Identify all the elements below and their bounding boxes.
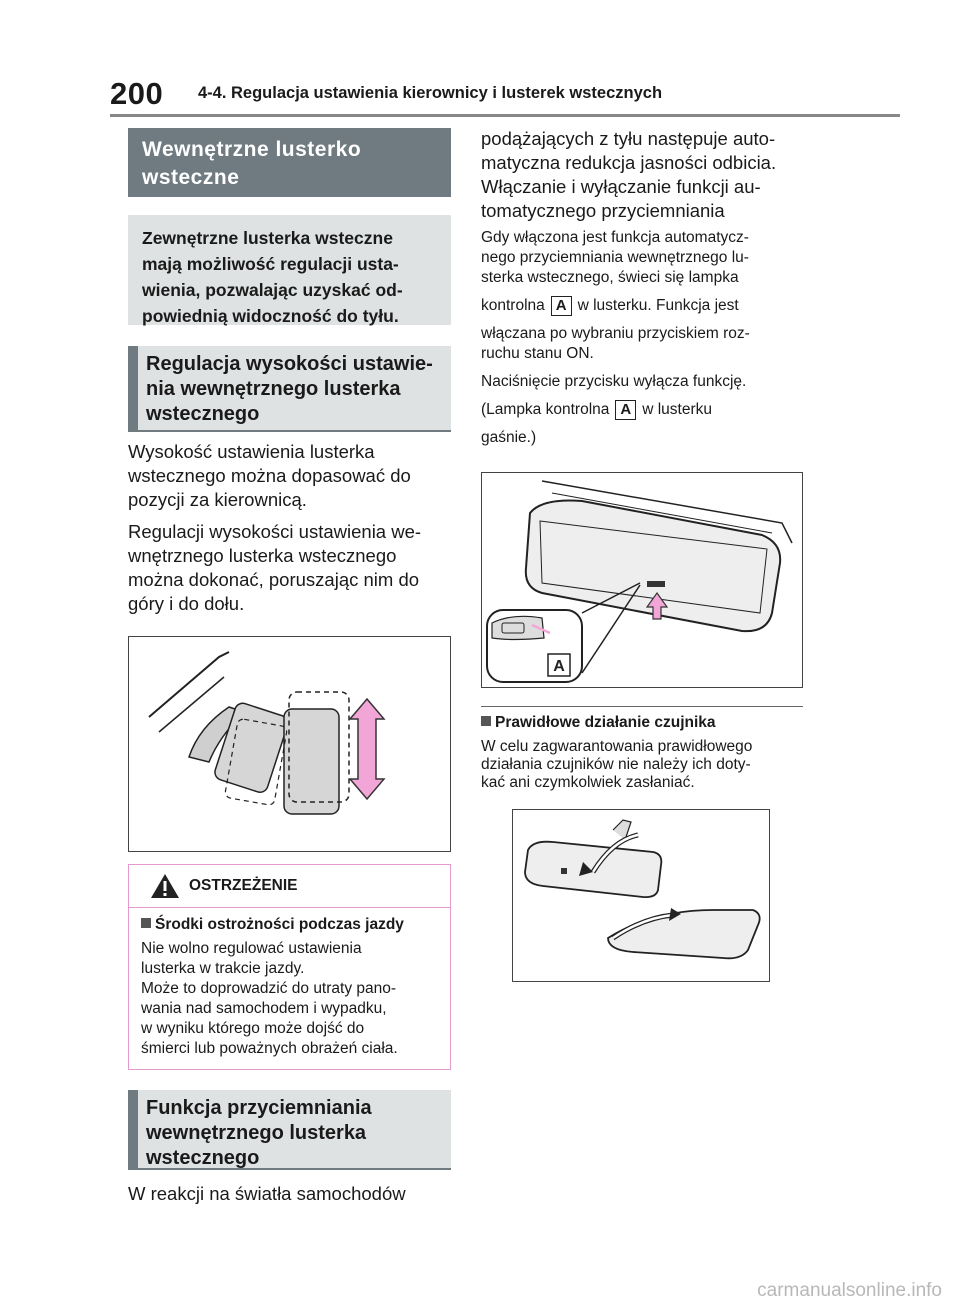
note-line: Naciśnięcie przycisku wyłącza funkcję. [481,373,747,391]
sensor-line: działania czujników nie należy ich doty- [481,756,751,773]
page-number: 200 [110,76,164,111]
mirror-indicator-illustration [482,473,802,687]
paragraph-line: wnętrznego lusterka wstecznego [128,545,397,566]
intro-line: wienia, pozwalając uzyskać od- [142,280,403,300]
warning-line: wania nad samochodem i wypadku, [141,1000,387,1017]
paragraph-line: pozycji za kierownicą. [128,489,307,510]
paragraph-line: góry i do dołu. [128,593,245,614]
warning-body [141,939,438,1059]
paragraph-line: Włączanie i wyłączanie funkcji au- [481,176,761,197]
intro-line: mają możliwość regulacji usta- [142,254,399,274]
note-text: (Lampka kontrolna [481,401,610,419]
figure-mirror-height [128,636,451,852]
sensor-section [481,714,811,792]
paragraph-line: Regulacji wysokości ustawienia we- [128,521,422,542]
warning-triangle-icon [150,873,180,899]
note-text: w lusterku [642,401,712,419]
warning-line: Nie wolno regulować ustawienia [141,940,362,957]
header-rule [110,114,900,117]
sensor-line: W celu zagwarantowania prawidłowego [481,738,753,755]
figure-sensors [512,809,770,982]
sensor-text [481,738,811,792]
note-line [481,400,821,420]
chapter-title: 4-4. Regulacja ustawienia kierownicy i lusterek wstecznych [198,84,663,102]
paragraph-line: Wysokość ustawienia lusterka [128,441,375,462]
paragraph-dimming: W reakcji na światła samochodów [128,1183,406,1204]
warning-lead-text: Środki ostrożności podczas jazdy [155,916,404,933]
warning-title: OSTRZEŻENIE [189,877,298,894]
up-down-arrow-icon [350,699,384,799]
note-line: sterka wstecznego, świeci się lampka [481,269,739,286]
paragraph-line: tomatycznego przyciemniania [481,200,725,221]
warning-header [129,865,450,908]
bullet-square-icon [481,716,491,726]
warning-line: Może to doprowadzić do utraty pano- [141,980,397,997]
sensor-title [481,714,811,732]
paragraph-line: wstecznego można dopasować do [128,465,411,486]
bullet-square-icon [141,918,151,928]
note-text: kontrolna [481,297,545,315]
paragraph-line: można dokonać, poruszając nim do [128,569,420,590]
label-a-text: A [553,658,565,675]
note-line: nego przyciemniania wewnętrznego lu- [481,249,749,266]
note-text: w lusterku. Funkcja jest [577,297,739,315]
warning-line: w wyniku którego może dojść do [141,1020,365,1037]
figure-mirror-indicator [481,472,803,688]
divider [481,706,803,707]
intro-line: Zewnętrzne lusterka wsteczne [142,228,393,248]
warning-line: śmierci lub poważnych obrażeń ciała. [141,1040,398,1057]
paragraph-line: podążających z tyłu następuje auto- [481,128,776,149]
subheading-line: wstecznego [146,403,260,425]
intro-line: powiednią widoczność do tyłu. [142,306,399,326]
note-line: Gdy włączona jest funkcja automatycz- [481,229,749,246]
paragraph-adjust [128,520,458,616]
subheading-line: nia wewnętrznego lusterka [146,378,401,400]
subheading-line: Funkcja przyciemniania [146,1097,372,1119]
section-title [128,128,451,197]
section-title-line: wsteczne [142,166,240,189]
paragraph-line: matyczna redukcja jasności odbicia. [481,152,777,173]
warning-line: lusterka w trakcie jazdy. [141,960,305,977]
subheading-height-adjust [128,346,451,432]
mirror-height-illustration [129,637,450,851]
watermark: carmanualsonline.info [757,1280,942,1301]
warning-box [128,864,451,1070]
note-line: gaśnie.) [481,429,537,447]
intro-box [128,215,451,325]
note-line: włączana po wybraniu przyciskiem roz- [481,325,750,343]
dimming-note [481,228,821,448]
paragraph-height [128,440,458,512]
subheading-dimming [128,1090,451,1170]
paragraph-dimming-cont [481,127,821,223]
subheading-line: Regulacja wysokości ustawie- [146,353,433,375]
warning-lead [141,916,438,934]
subheading-line: wstecznego [146,1147,260,1169]
subheading-line: wewnętrznego lusterka [146,1122,367,1144]
sensors-illustration [513,810,769,981]
section-title-line: Wewnętrzne lusterko [142,138,362,161]
note-line: ruchu stanu ON. [481,345,594,363]
indicator-a-icon: A [551,296,572,316]
sensor-title-text: Prawidłowe działanie czujnika [495,714,716,731]
indicator-a-icon: A [615,400,636,420]
sensor-line: kać ani czymkolwiek zasłaniać. [481,774,695,791]
note-line [481,296,821,316]
